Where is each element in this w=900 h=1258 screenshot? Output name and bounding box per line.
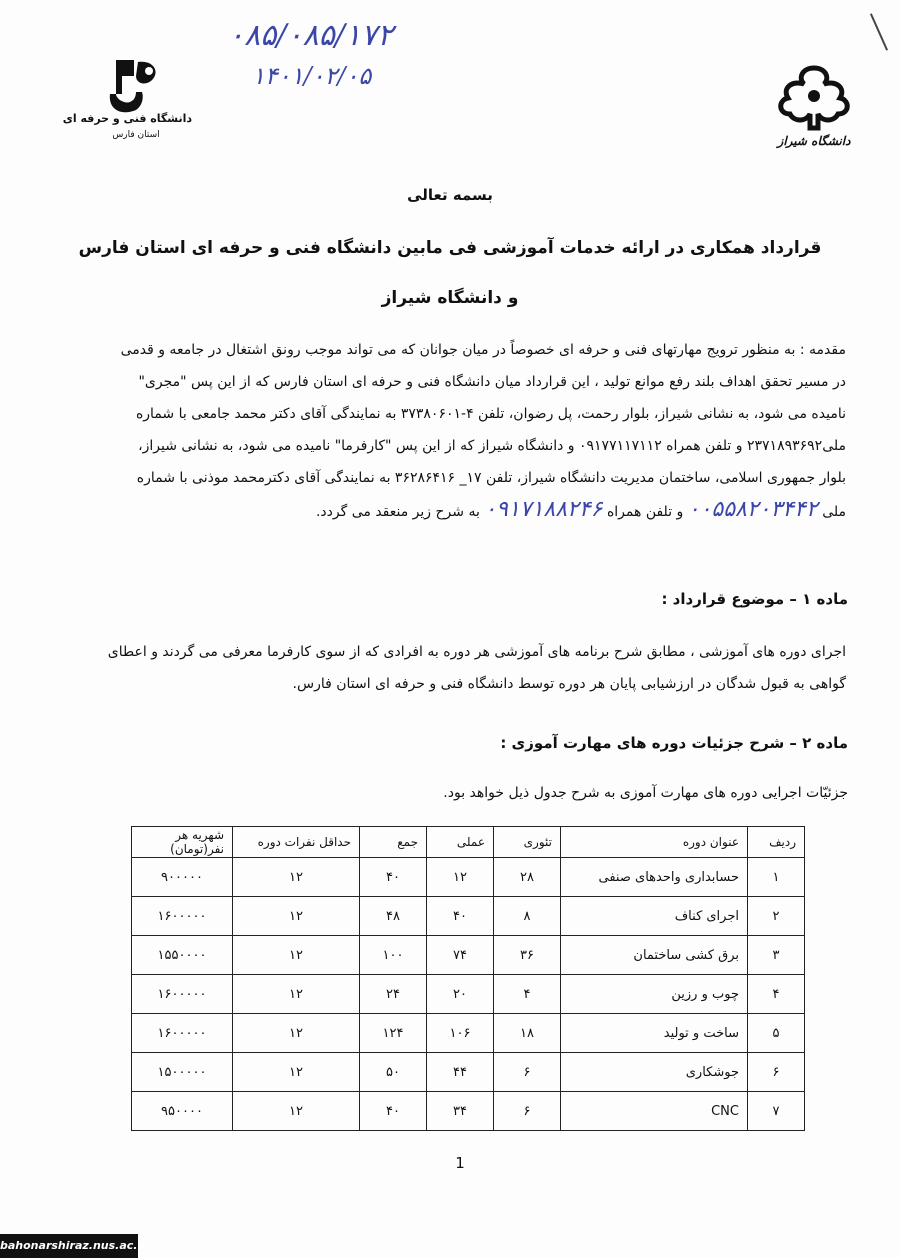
cell-fee: ۱۶۰۰۰۰۰ [132,1014,233,1053]
table-header-row [132,827,805,858]
tvu-logo-subtext: استان فارس [112,130,160,140]
shiraz-university-logo-icon [772,62,856,132]
table-row [132,975,805,1014]
cell-theory: ۶ [494,1092,561,1131]
table-row [132,1092,805,1131]
cell-row-number: ۳ [748,936,805,975]
cell-min-participants: ۱۲ [233,1014,360,1053]
cell-fee: ۱۶۰۰۰۰۰ [132,897,233,936]
intro-line: ملی۲۳۷۱۸۹۳۶۹۲ و تلفن همراه ۰۹۱۷۷۱۱۷۱۱۲ و دانشگاه شیراز که از این پس "کارفرما" نامیده می شود، به نشانی شیراز، [138,438,846,454]
cell-fee: ۹۰۰۰۰۰ [132,858,233,897]
cell-total: ۴۰ [360,858,427,897]
cell-course-title: جوشکاری [561,1053,748,1092]
cell-row-number: ۱ [748,858,805,897]
cell-row-number: ۷ [748,1092,805,1131]
col-header-fee: شهریه هر نفر(تومان) [132,827,233,858]
intro-paragraph [66,334,846,528]
cell-total: ۱۲۴ [360,1014,427,1053]
letter-number: ۰۸۵/۰۸۵/۱۷۲ [228,18,394,53]
cell-course-title: اجرای کناف [561,897,748,936]
page-number: 1 [455,1154,465,1172]
intro-closing: به شرح زیر منعقد می گردد. [315,504,480,520]
col-header-total: جمع [360,827,427,858]
handwritten-national-id: ۰۰۵۵۸۲۰۳۴۴۲ [687,497,818,522]
footer-watermark: bahonarshiraz.nus.ac.ir [0,1234,138,1258]
cell-total: ۴۸ [360,897,427,936]
table-row [132,1014,805,1053]
cell-practical: ۴۰ [427,897,494,936]
tvu-logo-text: دانشگاه فنی و حرفه ای [62,112,192,125]
cell-practical: ۴۴ [427,1053,494,1092]
article-1-heading: ماده ۱ – موضوع قرارداد : [661,590,848,608]
cell-row-number: ۴ [748,975,805,1014]
courses-table [131,826,805,1131]
cell-min-participants: ۱۲ [233,1092,360,1131]
col-header-row-number: ردیف [748,827,805,858]
pen-mark [870,13,888,50]
cell-course-title: CNC [561,1092,748,1131]
cell-fee: ۱۵۵۰۰۰۰ [132,936,233,975]
cell-row-number: ۵ [748,1014,805,1053]
cell-theory: ۸ [494,897,561,936]
intro-line: در مسیر تحقق اهداف بلند رفع موانع تولید ، این قرارداد میان دانشگاه فنی و حرفه ای استان فارس که از این پس "مجری" [138,374,846,390]
col-header-min-participants: حداقل نفرات دوره [233,827,360,858]
table-row [132,897,805,936]
article-2-intro: جزئیّات اجرایی دوره های مهارت آموزی به شرح جدول ذیل خواهد بود. [443,785,848,801]
cell-row-number: ۲ [748,897,805,936]
intro-line: مقدمه : به منظور ترویج مهارتهای فنی و حرفه ای خصوصاً در میان جوانان که می تواند موجب رونق اشتغال در جامعه و قدمی [120,342,846,358]
cell-course-title: ساخت و تولید [561,1014,748,1053]
letter-date: ۱۴۰۱/۰۲/۰۵ [252,62,372,90]
cell-practical: ۱۰۶ [427,1014,494,1053]
cell-course-title: چوب و رزین [561,975,748,1014]
cell-theory: ۶ [494,1053,561,1092]
cell-total: ۲۴ [360,975,427,1014]
tvu-logo [62,50,192,150]
contract-title-line2: و دانشگاه شیراز [381,288,519,308]
col-header-theory: تئوری [494,827,561,858]
cell-practical: ۳۴ [427,1092,494,1131]
cell-theory: ۲۸ [494,858,561,897]
label-national-id: ملی [822,504,846,520]
article-1-text [66,636,846,700]
intro-line: نامیده می شود، به نشانی شیراز، بلوار رحمت، پل رضوان، تلفن ۴-۳۷۳۸۰۶۰۱ به نمایندگی آقای دکتر محمد جامعی با شماره [135,406,846,422]
intro-line-ids [66,494,846,528]
cell-theory: ۳۶ [494,936,561,975]
handwritten-mobile: ۰۹۱۷۱۸۸۲۴۶ [484,497,603,522]
shiraz-university-logo [772,62,856,162]
cell-course-title: برق کشی ساختمان [561,936,748,975]
cell-fee: ۱۶۰۰۰۰۰ [132,975,233,1014]
shiraz-university-logo-text: دانشگاه شیراز [777,134,851,148]
cell-practical: ۷۴ [427,936,494,975]
cell-min-participants: ۱۲ [233,858,360,897]
contract-title: قرارداد همکاری در ارائه خدمات آموزشی فی مابین دانشگاه فنی و حرفه ای استان فارس [78,238,822,258]
article-1-line: اجرای دوره های آموزشی ، مطابق شرح برنامه های آموزشی هر دوره به افرادی که از سوی کارفرما معرفی می گردند و اعطای [107,644,846,660]
cell-fee: ۱۵۰۰۰۰۰ [132,1053,233,1092]
cell-total: ۴۰ [360,1092,427,1131]
table-row [132,1053,805,1092]
cell-min-participants: ۱۲ [233,897,360,936]
cell-min-participants: ۱۲ [233,936,360,975]
cell-fee: ۹۵۰۰۰۰ [132,1092,233,1131]
table-row [132,858,805,897]
intro-line: بلوار جمهوری اسلامی، ساختمان مدیریت دانشگاه شیراز، تلفن ۱۷_ ۳۶۲۸۶۴۱۶ به نمایندگی آقای دکترمحمد موذنی با شماره [136,470,846,486]
cell-row-number: ۶ [748,1053,805,1092]
cell-total: ۵۰ [360,1053,427,1092]
article-1-line: گواهی به قبول شدگان در ارزشیابی پایان هر دوره توسط دانشگاه فنی و حرفه ای استان فارس. [292,676,846,692]
cell-theory: ۱۸ [494,1014,561,1053]
cell-total: ۱۰۰ [360,936,427,975]
heading-basmala: بسمه تعالی [407,186,493,204]
cell-min-participants: ۱۲ [233,975,360,1014]
col-header-course-title: عنوان دوره [561,827,748,858]
cell-practical: ۲۰ [427,975,494,1014]
cell-course-title: حسابداری واحدهای صنفی [561,858,748,897]
cell-theory: ۴ [494,975,561,1014]
article-2-heading: ماده ۲ – شرح جزئیات دوره های مهارت آموزی : [500,734,848,752]
cell-practical: ۱۲ [427,858,494,897]
label-mobile: و تلفن همراه [606,504,684,520]
table-row [132,936,805,975]
col-header-practical: عملی [427,827,494,858]
cell-min-participants: ۱۲ [233,1053,360,1092]
